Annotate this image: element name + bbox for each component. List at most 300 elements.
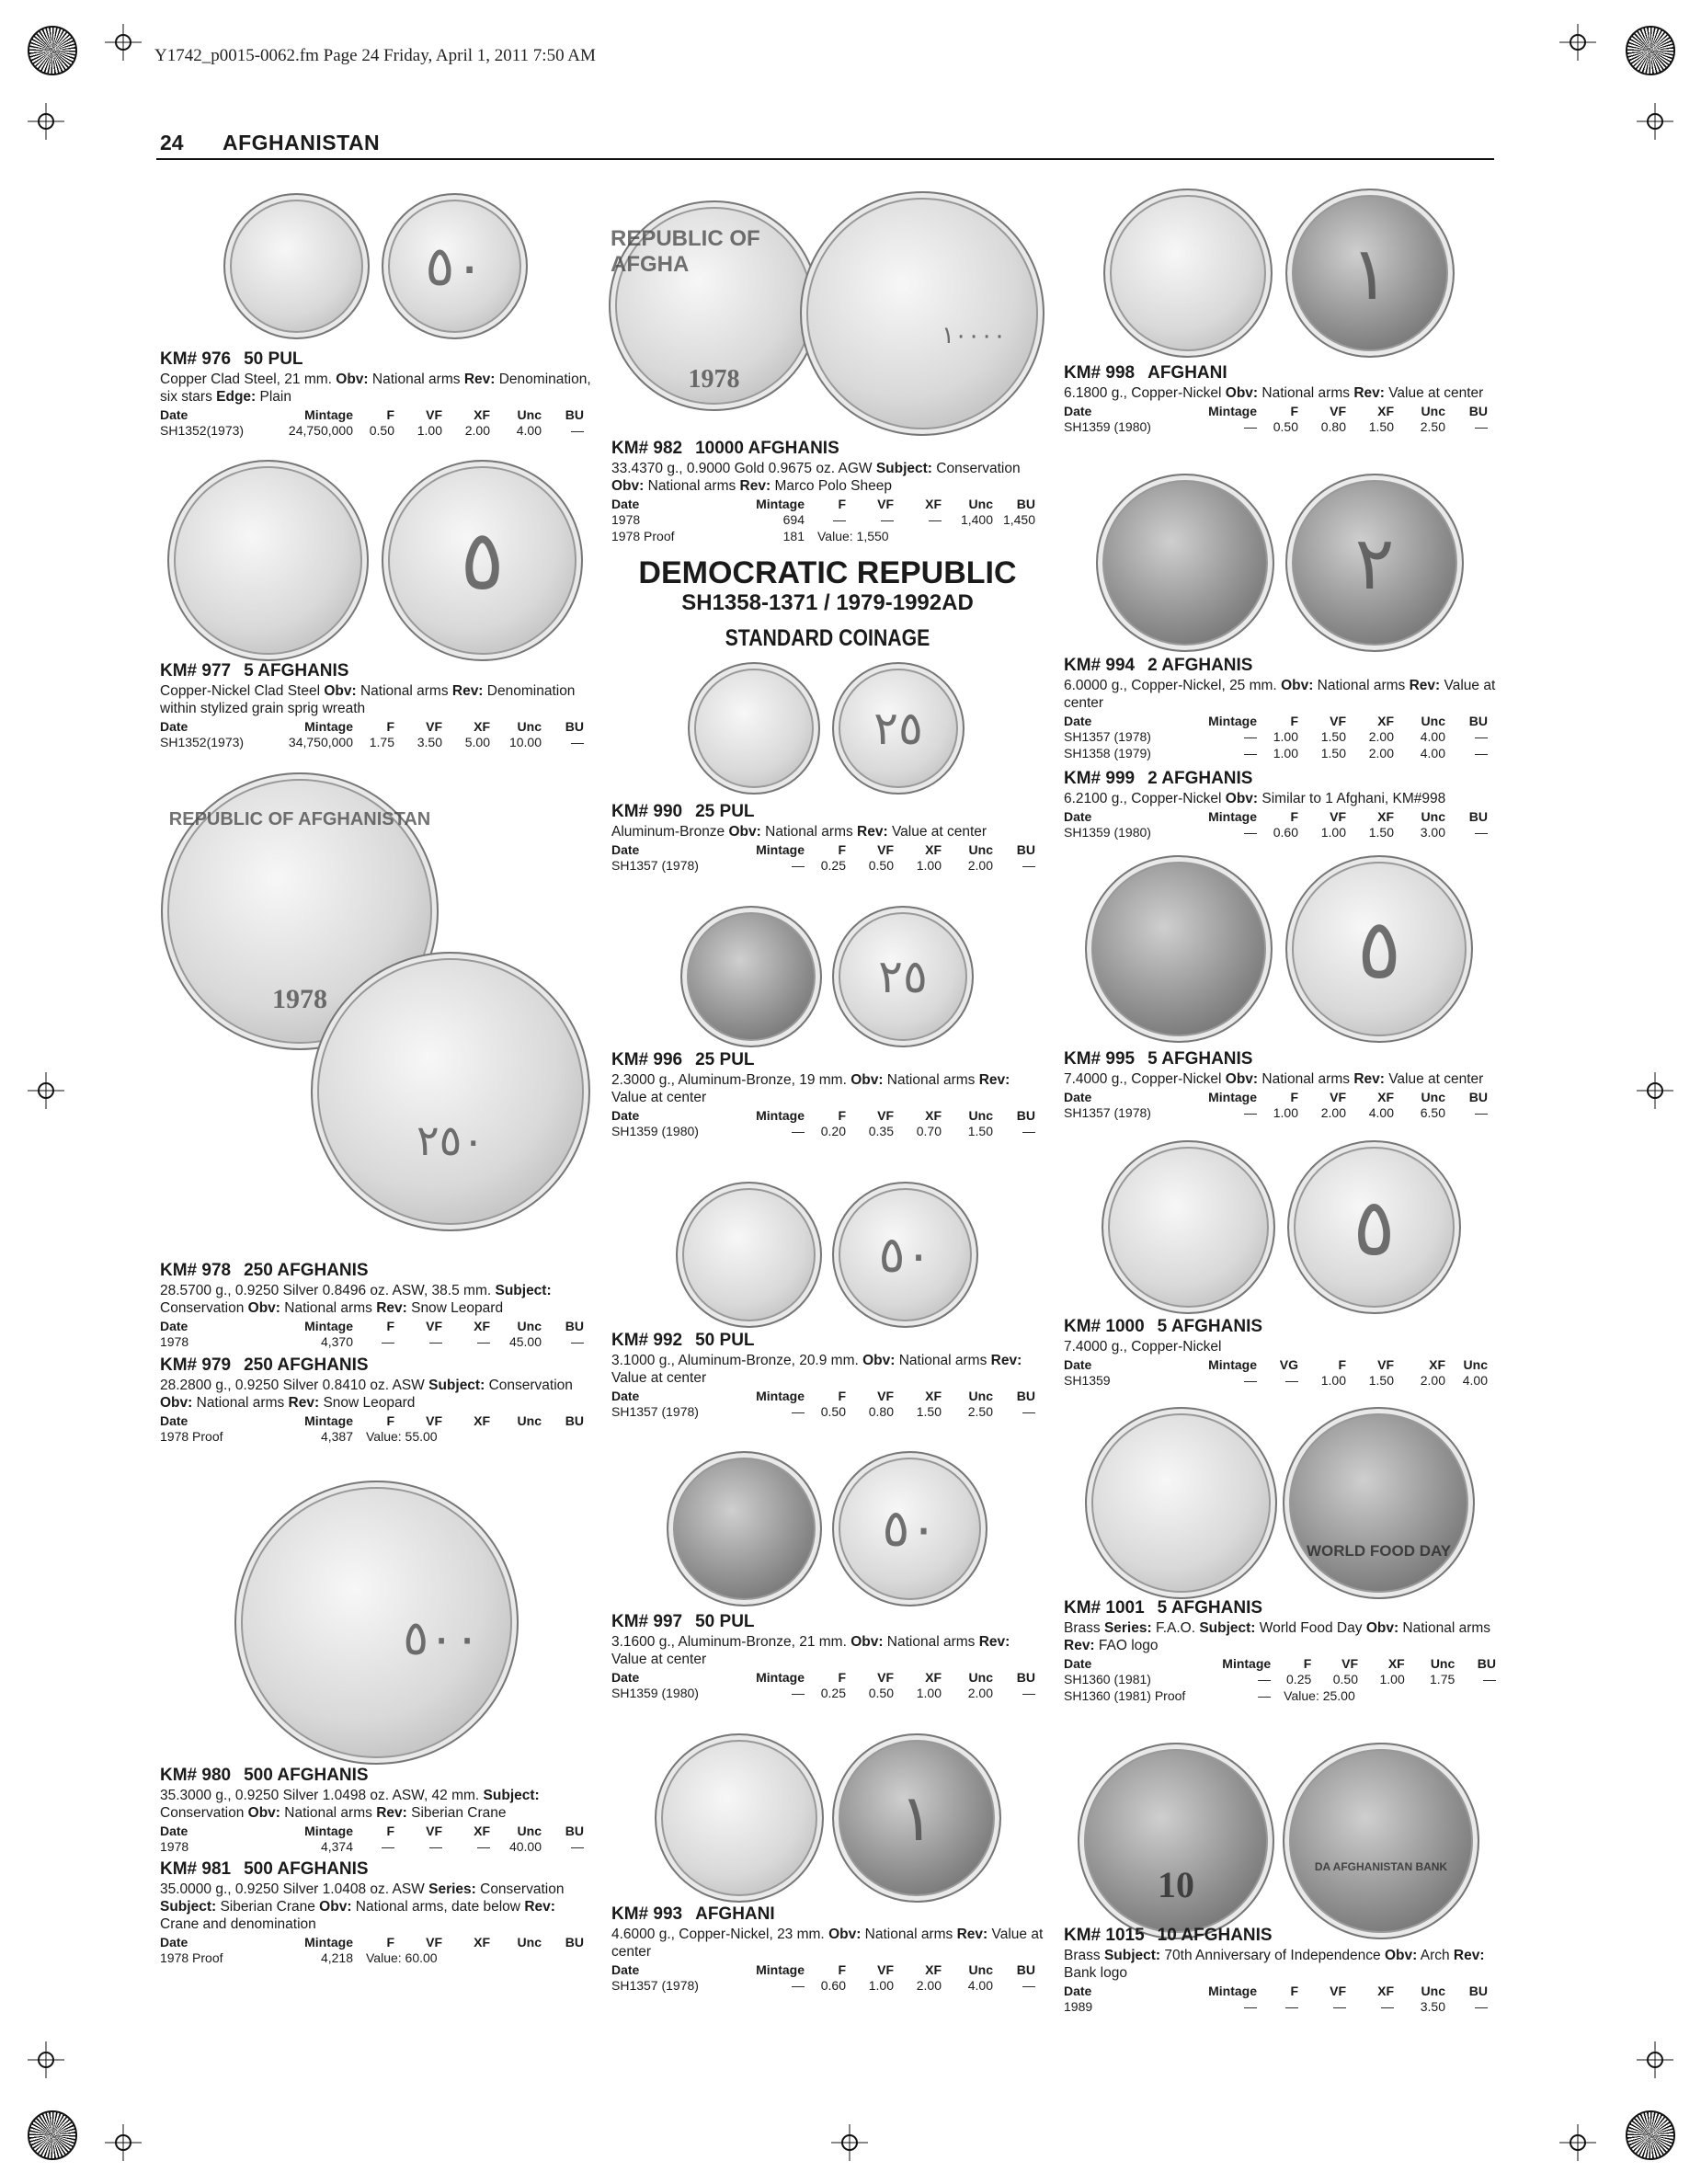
table-cell: 2.00 — [967, 858, 993, 873]
table-cell: 2.00 — [1368, 746, 1394, 760]
field-label: Rev: — [978, 1634, 1010, 1650]
table-cell: 4.00 — [1420, 729, 1445, 744]
column-header: VF — [877, 1962, 894, 1977]
field-label: Rev: — [463, 372, 496, 387]
table-cell: SH1357 (1978) — [611, 858, 699, 873]
entry-title — [160, 661, 592, 681]
table-cell: — — [1022, 858, 1035, 873]
field-text: Value at center — [611, 1090, 707, 1105]
column-header: Date — [1064, 1090, 1092, 1104]
catalog-entry-km994 — [1064, 656, 1496, 761]
field-text: National arms — [280, 1300, 377, 1316]
column-header: BU — [1468, 404, 1488, 418]
table-cell: 0.20 — [820, 1124, 846, 1138]
column-header: F — [1290, 1984, 1298, 1998]
field-text: 3.1000 g., Aluminum-Bronze, 20.9 mm. — [611, 1353, 863, 1368]
column-header: VF — [877, 497, 894, 511]
table-cell: Value: 60.00 — [366, 1950, 438, 1965]
table-cell: 0.25 — [1286, 1672, 1312, 1687]
field-text: Plain — [256, 389, 291, 405]
table-cell: 4,387 — [320, 1429, 353, 1444]
column-header: XF — [474, 1413, 490, 1428]
table-cell: 2.00 — [1420, 1373, 1445, 1388]
denomination: 500 AFGHANIS — [244, 1859, 369, 1879]
table-cell: 4,218 — [320, 1950, 353, 1965]
entry-title — [160, 1859, 592, 1880]
column-header: Mintage — [756, 1108, 805, 1123]
km-number: KM# 993 — [611, 1904, 683, 1924]
file-slug: Y1742_p0015-0062.fm Page 24 Friday, April 1, 2011 7:50 AM — [154, 46, 596, 65]
denomination: 2 AFGHANIS — [1147, 656, 1253, 675]
km-number: KM# 994 — [1064, 656, 1136, 675]
field-text: 33.4370 g., 0.9000 Gold 0.9675 oz. AGW — [611, 461, 876, 476]
coin-km1015-obverse: 10 — [1078, 1743, 1274, 1939]
table-cell: 0.50 — [868, 1686, 894, 1700]
table-row — [1064, 1998, 1488, 2015]
field-text: National arms — [1258, 1071, 1354, 1087]
column-header: Date — [611, 842, 640, 857]
table-cell: 2.00 — [1368, 729, 1394, 744]
registration-burst-icon — [28, 2110, 77, 2160]
table-cell: 1.00 — [1379, 1672, 1405, 1687]
coin-km993-reverse: ١ — [832, 1733, 1001, 1903]
field-text: National arms — [368, 372, 464, 387]
column-header: XF — [1377, 1984, 1394, 1998]
field-text: Value at center — [611, 1370, 707, 1386]
field-text: Conservation — [160, 1805, 248, 1821]
column-header: Mintage — [1208, 714, 1257, 728]
column-header: VF — [426, 407, 442, 422]
table-row — [611, 857, 1035, 874]
crosshair-icon — [28, 103, 64, 140]
section-years: SH1358-1371 / 1979-1992AD — [681, 590, 974, 615]
field-label: Subject: — [495, 1283, 552, 1298]
field-label: Rev: — [376, 1805, 407, 1821]
entry-title — [160, 1355, 592, 1376]
table-cell: 6.50 — [1420, 1105, 1445, 1120]
table-cell: — — [429, 1334, 442, 1349]
table-cell: — — [881, 512, 894, 527]
coin-km1000-reverse: ٥ — [1287, 1140, 1461, 1314]
denomination: 250 AFGHANIS — [244, 1355, 369, 1375]
table-cell: — — [1285, 1373, 1298, 1388]
table-row — [611, 1685, 1035, 1701]
coin-km977-obverse — [167, 460, 369, 661]
column-header: Unc — [517, 1319, 542, 1333]
catalog-entry-km1000 — [1064, 1317, 1496, 1389]
denomination: 50 PUL — [695, 1331, 755, 1350]
column-header: BU — [1477, 1656, 1496, 1671]
table-cell: 3.00 — [1420, 825, 1445, 840]
column-header: Mintage — [304, 1413, 353, 1428]
table-row — [160, 422, 584, 439]
catalog-entry-km992 — [611, 1331, 1044, 1420]
km-number: KM# 995 — [1064, 1049, 1136, 1069]
table-cell: 0.35 — [868, 1124, 894, 1138]
column-header: Date — [611, 1108, 640, 1123]
column-header: BU — [565, 1413, 584, 1428]
table-cell: 1.00 — [916, 1686, 942, 1700]
entry-description — [1064, 677, 1496, 712]
field-text: National arms — [861, 1927, 957, 1942]
field-label: Obv: — [611, 478, 645, 494]
table-cell: 1978 — [611, 512, 641, 527]
column-header: Mintage — [756, 497, 805, 511]
field-label: Subject: — [160, 1899, 217, 1915]
entry-title — [160, 1766, 592, 1786]
table-cell: SH1359 (1980) — [611, 1686, 699, 1700]
table-cell: SH1359 (1980) — [1064, 419, 1151, 434]
table-row — [1064, 1687, 1496, 1704]
field-label: Subject: — [875, 461, 932, 476]
column-header: BU — [1468, 714, 1488, 728]
entry-title — [160, 349, 592, 370]
table-cell: 0.50 — [1332, 1672, 1358, 1687]
field-text: 35.0000 g., 0.9250 Silver 1.0408 oz. ASW — [160, 1881, 429, 1897]
coin-km1001-reverse: WORLD FOOD DAY — [1283, 1407, 1475, 1599]
entry-title — [1064, 1049, 1496, 1069]
field-text: National arms — [1313, 678, 1410, 693]
table-cell: — — [571, 1334, 584, 1349]
column-header: Mintage — [1222, 1656, 1272, 1671]
price-table — [611, 497, 1035, 544]
km-number: KM# 981 — [160, 1859, 232, 1879]
table-cell: — — [1285, 1999, 1298, 2014]
field-text: National arms — [280, 1805, 377, 1821]
column-header: F — [838, 1108, 846, 1123]
table-cell: — — [1022, 1978, 1035, 1993]
column-header: Unc — [1421, 809, 1445, 824]
table-cell: — — [1475, 825, 1488, 840]
entry-description — [611, 823, 1044, 840]
km-number: KM# 1015 — [1064, 1926, 1145, 1945]
table-cell: 0.60 — [1273, 825, 1298, 840]
column-header: F — [1303, 1656, 1312, 1671]
km-number: KM# 976 — [160, 349, 232, 369]
entry-description — [611, 1926, 1044, 1961]
table-cell: SH1357 (1978) — [1064, 1105, 1151, 1120]
table-cell: — — [1475, 419, 1488, 434]
column-header: Mintage — [756, 842, 805, 857]
table-cell: — — [929, 512, 942, 527]
table-cell: 2.00 — [916, 1978, 942, 1993]
column-header: BU — [1016, 497, 1035, 511]
field-text: F.A.O. — [1151, 1620, 1200, 1636]
denomination: 50 PUL — [244, 349, 303, 369]
table-cell: 1.00 — [1273, 746, 1298, 760]
column-header: Mintage — [756, 1389, 805, 1403]
price-table — [160, 1935, 584, 1966]
coin-km990-obverse — [688, 662, 820, 795]
field-text: Crane and denomination — [160, 1916, 316, 1932]
field-text: 4.6000 g., Copper-Nickel, 23 mm. — [611, 1927, 829, 1942]
column-header: Unc — [1463, 1357, 1488, 1372]
crosshair-icon — [1637, 103, 1673, 140]
coin-km995-reverse: ٥ — [1285, 855, 1473, 1043]
column-header: XF — [1377, 714, 1394, 728]
table-cell: — — [1333, 1999, 1346, 2014]
field-label: Obv: — [324, 683, 357, 699]
field-label: Rev: — [956, 1927, 988, 1942]
column-header: BU — [1468, 809, 1488, 824]
field-text: FAO logo — [1094, 1638, 1159, 1653]
price-table — [1064, 809, 1488, 840]
column-header: F — [838, 1670, 846, 1685]
table-row — [160, 1333, 584, 1350]
column-header: VF — [426, 1824, 442, 1838]
field-text: Denomination, six stars — [160, 372, 591, 405]
table-cell: 1978 — [160, 1334, 189, 1349]
km-number: KM# 996 — [611, 1050, 683, 1069]
column-header: Date — [1064, 1984, 1092, 1998]
column-header: VF — [877, 1108, 894, 1123]
table-cell: 0.25 — [820, 858, 846, 873]
price-table — [611, 1962, 1035, 1994]
registration-burst-icon — [1626, 2110, 1675, 2160]
field-label: Obv: — [828, 1927, 862, 1942]
field-text: Copper Clad Steel, 21 mm. — [160, 372, 337, 387]
denomination: 10 AFGHANIS — [1157, 1926, 1273, 1945]
denomination: 5 AFGHANIS — [1157, 1317, 1263, 1336]
table-cell: 1.50 — [1368, 1373, 1394, 1388]
catalog-entry-km990 — [611, 802, 1044, 874]
price-table — [1064, 1984, 1488, 2015]
table-cell: — — [792, 1686, 805, 1700]
entry-description — [160, 1282, 592, 1317]
field-label: Subject: — [1103, 1948, 1161, 1963]
table-cell: 1.00 — [868, 1978, 894, 1993]
table-cell: — — [833, 512, 846, 527]
crosshair-icon — [28, 1072, 64, 1109]
table-cell: 1,450 — [1002, 512, 1035, 527]
table-cell: 1.00 — [1320, 825, 1346, 840]
field-text: Value at center — [1384, 1071, 1484, 1087]
catalog-entry-km978 — [160, 1261, 592, 1350]
field-label: Rev: — [857, 824, 888, 840]
denomination: 10000 AFGHANIS — [695, 439, 839, 458]
table-row — [611, 1123, 1035, 1139]
entry-title — [611, 1612, 1044, 1632]
section-subtitle: STANDARD COINAGE — [725, 625, 930, 651]
entry-description — [1064, 1070, 1496, 1088]
table-row — [1064, 1671, 1496, 1687]
column-header: F — [386, 1319, 394, 1333]
coin-km997-obverse — [667, 1451, 822, 1607]
column-header: Date — [1064, 1656, 1092, 1671]
column-header: XF — [925, 1389, 942, 1403]
field-text: Snow Leopard — [319, 1395, 416, 1411]
coin-km990-reverse: ٢٥ — [832, 662, 965, 795]
column-header: Date — [1064, 404, 1092, 418]
field-text: National arms — [1398, 1620, 1491, 1636]
column-header: BU — [565, 1935, 584, 1950]
column-header: Mintage — [1208, 404, 1257, 418]
entry-title — [611, 1331, 1044, 1351]
field-label: Rev: — [978, 1072, 1010, 1088]
entry-description — [160, 1787, 592, 1822]
table-cell: — — [571, 1839, 584, 1854]
table-cell: 2.00 — [1320, 1105, 1346, 1120]
table-cell: 1.00 — [1273, 729, 1298, 744]
km-number: KM# 992 — [611, 1331, 683, 1350]
table-cell: 1.50 — [1320, 746, 1346, 760]
column-header: F — [1290, 809, 1298, 824]
column-header: VF — [1341, 1656, 1358, 1671]
table-row — [611, 528, 1035, 544]
table-cell: 1.50 — [1368, 825, 1394, 840]
table-row — [611, 1977, 1035, 1994]
column-header: Date — [160, 1413, 188, 1428]
table-cell: 181 — [782, 529, 805, 543]
column-header: BU — [565, 719, 584, 734]
field-text: Similar to 1 Afghani, KM#998 — [1258, 791, 1446, 806]
denomination: 500 AFGHANIS — [244, 1766, 369, 1785]
crosshair-icon — [28, 2041, 64, 2078]
table-cell: 1.75 — [369, 735, 394, 749]
field-label: Obv: — [850, 1072, 884, 1088]
price-table — [1064, 1656, 1496, 1704]
column-header: Mintage — [1208, 809, 1257, 824]
denomination: AFGHANI — [1147, 363, 1227, 383]
column-header: XF — [1429, 1357, 1445, 1372]
column-header: F — [386, 1413, 394, 1428]
column-header: XF — [474, 1824, 490, 1838]
field-text: 3.1600 g., Aluminum-Bronze, 21 mm. — [611, 1634, 851, 1650]
field-text: Copper-Nickel Clad Steel — [160, 683, 325, 699]
table-cell: 0.70 — [916, 1124, 942, 1138]
entry-title — [1064, 363, 1496, 383]
table-cell: 1.50 — [1368, 419, 1394, 434]
table-cell: — — [792, 1978, 805, 1993]
coin-km977-reverse: ٥ — [382, 460, 583, 661]
field-text: Snow Leopard — [406, 1300, 504, 1316]
catalog-entry-km981 — [160, 1859, 592, 1966]
column-header: XF — [474, 1319, 490, 1333]
entry-description — [160, 1377, 592, 1412]
column-header: VF — [877, 842, 894, 857]
table-cell: — — [1244, 1373, 1257, 1388]
table-cell: 4.00 — [967, 1978, 993, 1993]
crosshair-icon — [1637, 2041, 1673, 2078]
table-cell: 1.00 — [1320, 1373, 1346, 1388]
coin-km978-reverse: ٢٥٠ — [311, 952, 590, 1231]
denomination: 5 AFGHANIS — [1157, 1598, 1263, 1618]
entry-title — [611, 439, 1044, 459]
catalog-entry-km999 — [1064, 769, 1496, 840]
field-label: Obv: — [319, 1899, 352, 1915]
table-cell: — — [792, 1404, 805, 1419]
column-header: VF — [1330, 809, 1346, 824]
table-cell: — — [571, 423, 584, 438]
table-row — [1064, 1104, 1488, 1121]
column-header: VF — [1330, 404, 1346, 418]
table-cell: Value: 1,550 — [817, 529, 889, 543]
field-text: World Food Day — [1255, 1620, 1366, 1636]
column-header: Date — [160, 407, 188, 422]
field-text: 6.1800 g., Copper-Nickel — [1064, 385, 1226, 401]
column-header: VF — [426, 1319, 442, 1333]
table-cell: 4,374 — [320, 1839, 353, 1854]
field-label: Obv: — [247, 1805, 280, 1821]
table-cell: — — [1475, 1105, 1488, 1120]
denomination: AFGHANI — [695, 1904, 775, 1924]
coin-km978-obverse: REPUBLIC OF AFGHANISTAN 1978 — [161, 772, 439, 1050]
table-cell: 1978 Proof — [160, 1950, 223, 1965]
table-cell: 1978 Proof — [611, 529, 675, 543]
coin-km1015-reverse: DA AFGHANISTAN BANK — [1283, 1743, 1479, 1939]
registration-burst-icon — [1626, 26, 1675, 75]
km-number: KM# 978 — [160, 1261, 232, 1280]
field-text: National arms — [760, 824, 858, 840]
entry-description — [160, 371, 592, 406]
table-row — [1064, 728, 1488, 745]
table-row — [611, 511, 1035, 528]
table-cell: SH1360 (1981) Proof — [1064, 1688, 1186, 1703]
km-number: KM# 990 — [611, 802, 683, 821]
coin-km996-obverse — [680, 906, 822, 1047]
column-header: VG — [1279, 1357, 1298, 1372]
catalog-entry-km980 — [160, 1766, 592, 1855]
field-text: National arms — [883, 1072, 979, 1088]
column-header: Unc — [1421, 1090, 1445, 1104]
catalog-entry-km998 — [1064, 363, 1496, 435]
column-header: XF — [1387, 1656, 1405, 1671]
price-table — [611, 1670, 1035, 1701]
table-cell: 4.00 — [1420, 746, 1445, 760]
column-header: BU — [1468, 1090, 1488, 1104]
column-header: Date — [611, 1670, 640, 1685]
field-label: Obv: — [1225, 385, 1259, 401]
entry-title — [611, 802, 1044, 822]
page-title: AFGHANISTAN — [223, 131, 381, 154]
coin-km976-reverse: ٥٠ — [382, 193, 528, 339]
coin-km980-reverse: ٥٠٠ — [234, 1481, 519, 1765]
table-cell: 3.50 — [1420, 1999, 1445, 2014]
column-header: Mintage — [1208, 1984, 1257, 1998]
table-row — [1064, 418, 1488, 435]
field-text: Marco Polo Sheep — [771, 478, 892, 494]
column-header: VF — [1377, 1357, 1394, 1372]
column-header: BU — [1468, 1984, 1488, 1998]
table-cell: 3.50 — [417, 735, 442, 749]
column-header: VF — [426, 1413, 442, 1428]
field-label: Subject: — [428, 1378, 485, 1393]
table-cell: SH1359 (1980) — [1064, 825, 1151, 840]
coin-km976-obverse — [223, 193, 370, 339]
field-label: Rev: — [1353, 385, 1385, 401]
column-header: Date — [611, 497, 640, 511]
table-cell: — — [382, 1334, 394, 1349]
denomination: 25 PUL — [695, 1050, 755, 1069]
price-table — [160, 1413, 584, 1445]
entry-description — [611, 1071, 1044, 1106]
field-text: Denomination within stylized grain sprig wreath — [160, 683, 576, 716]
table-cell: — — [1475, 729, 1488, 744]
coin-km998-reverse: ١ — [1285, 189, 1455, 358]
column-header: Date — [1064, 1357, 1092, 1372]
field-text: National arms — [883, 1634, 979, 1650]
catalog-entry-km997 — [611, 1612, 1044, 1701]
table-cell: 1.00 — [916, 858, 942, 873]
table-cell: 0.50 — [1273, 419, 1298, 434]
column-header: Unc — [1421, 1984, 1445, 1998]
coin-km1001-obverse — [1085, 1407, 1277, 1599]
field-text: 7.4000 g., Copper-Nickel — [1064, 1339, 1222, 1355]
field-text: Conservation — [485, 1378, 573, 1393]
crosshair-icon — [1559, 24, 1596, 61]
table-cell: 4.00 — [516, 423, 542, 438]
column-header: Unc — [968, 1670, 993, 1685]
